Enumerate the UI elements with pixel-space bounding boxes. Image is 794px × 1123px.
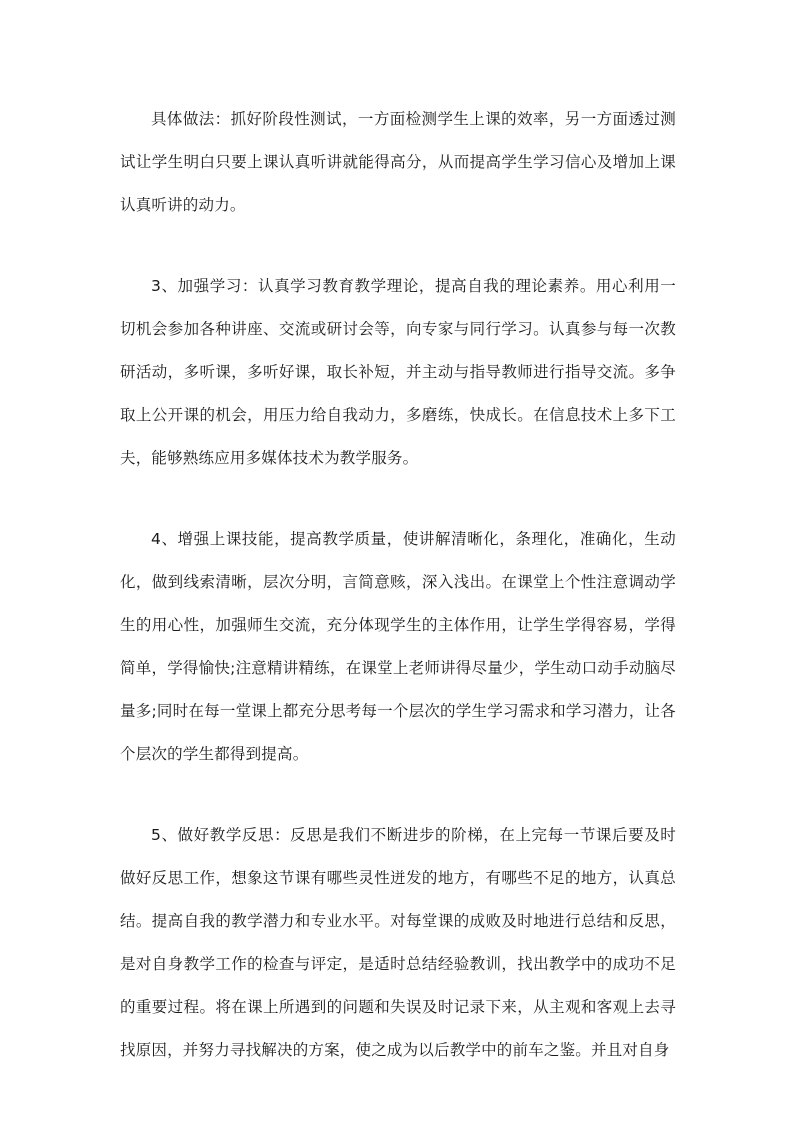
- paragraph-strengthen-learning: 3、加强学习：认真学习教育教学理论，提高自我的理论素养。用心利用一切机会参加各种讲座、交流或研讨会等，向专家与同行学习。认真参与每一次教研活动，多听课，多听好课，取长补短，并主动与指导教师进行指导交流。多争取上公开课的机会，用压力给自我动力，多磨练，快成长。在信息技术上多下工夫，能够熟练应用多媒体技术为教学服务。: [120, 277, 676, 467]
- paragraph-method: 具体做法：抓好阶段性测试，一方面检测学生上课的效率，另一方面透过测试让学生明白只要上课认真听讲就能得高分，从而提高学生学习信心及增加上课认真听讲的动力。: [120, 110, 676, 214]
- paragraph-teaching-reflection: 5、做好教学反思：反思是我们不断进步的阶梯，在上完每一节课后要及时做好反思工作，想象这节课有哪些灵性迸发的地方，有哪些不足的地方，认真总结。提高自我的教学潜力和专业水平。对每堂课的成败及时地进行总结和反思，是对自身教学工作的检查与评定，是适时总结经验教训，找出教学中的成功不足的重要过程。将在课上所遇到的问题和失误及时记录下来，从主观和客观上去寻找原因，并努力寻找解决的方案，使之成为以后教学中的前车之鉴。并且对自身: [120, 826, 676, 1059]
- paragraph-teaching-skills: 4、增强上课技能，提高教学质量，使讲解清晰化，条理化，准确化，生动化，做到线索清晰，层次分明，言简意赅，深入浅出。在课堂上个性注意调动学生的用心性，加强师生交流，充分体现学生的主体作用，让学生学得容易，学得简单，学得愉快;注意精讲精练，在课堂上老师讲得尽量少，学生动口动手动脑尽量多;同时在每一堂课上都充分思考每一个层次的学生学习需求和学习潜力，让各个层次的学生都得到提高。: [120, 530, 676, 763]
- document-body: [120, 98, 676, 1110]
